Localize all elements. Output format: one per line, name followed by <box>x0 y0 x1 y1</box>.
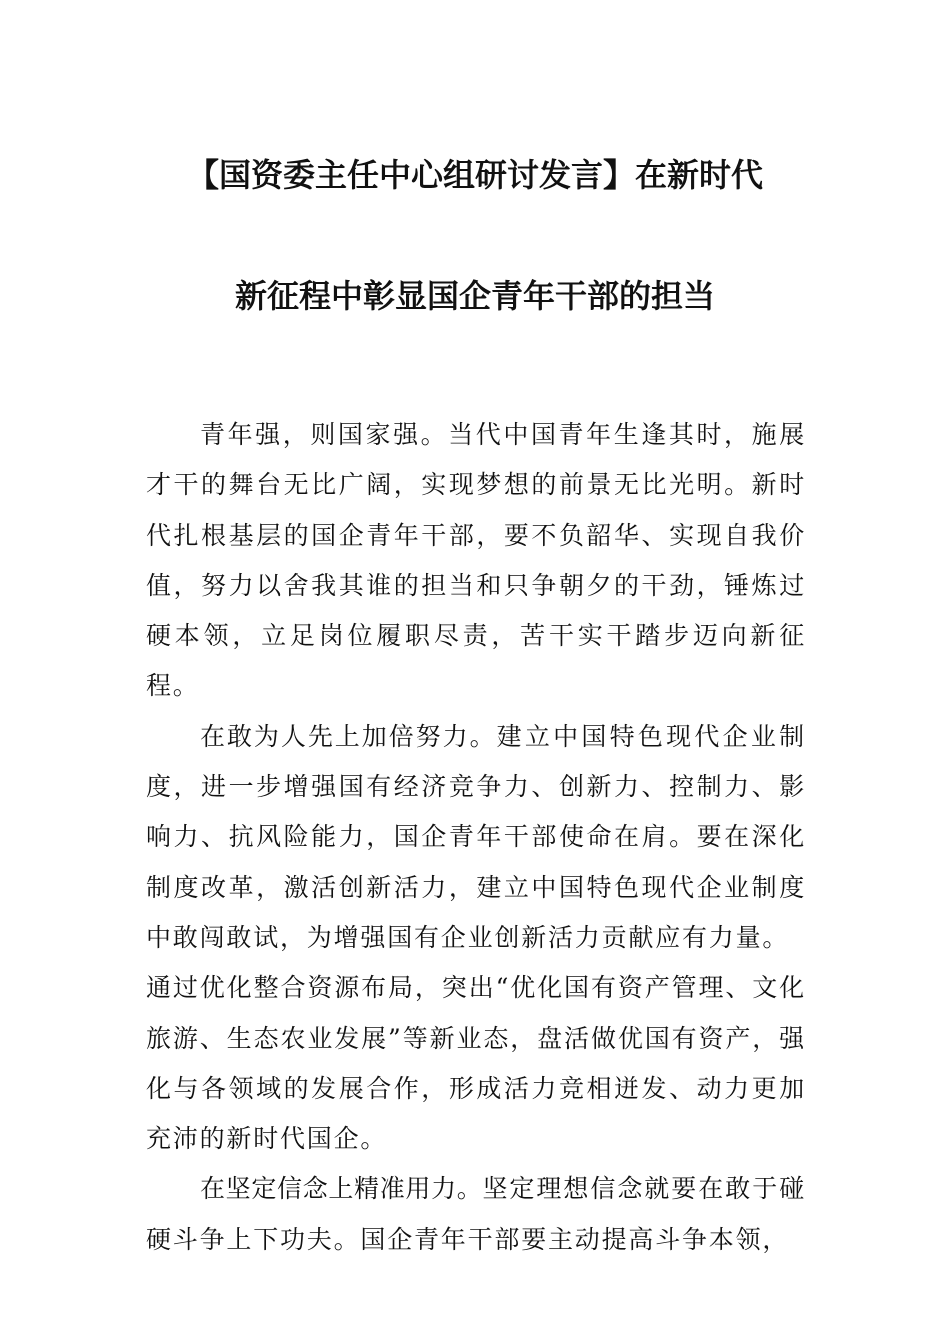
paragraph-text: 通过优化整合资源布局，突出“优化国有资产管理、文化旅游、生态农业发展”等新业态，盘活做优国有资产，强化与各领域的发展合作，形成活力竞相迸发、动力更加充沛的新时代国企。 <box>146 973 806 1154</box>
section-heading: 在坚定信念上精准用力。 <box>200 1174 483 1204</box>
paragraph-text: 建立中国特色现代企业制度，进一步增强国有经济竞争力、创新力、控制力、影响力、抗风险能力，国企青年干部使命在肩。要在深化制度改革，激活创新活力，建立中国特色现代企业制度中敢闯敢试，为增强国有企业创新活力贡献应有力量。 <box>146 721 806 952</box>
paragraph-intro <box>146 410 806 712</box>
section-heading: 在敢为人先上加倍努力。 <box>200 721 497 751</box>
paragraph-section-2 <box>146 1164 806 1265</box>
paragraph-text: 青年强，则国家强。当代中国青年生逢其时，施展才干的舞台无比广阔，实现梦想的前景无比光明。新时代扎根基层的国企青年干部，要不负韶华、实现自我价值，努力以舍我其谁的担当和只争朝夕的干劲，锤炼过硬本领，立足岗位履职尽责，苦干实干踏步迈向新征程。 <box>146 420 806 701</box>
document-body <box>146 410 806 1265</box>
document-title-line-1: 【国资委主任中心组研讨发言】在新时代 <box>186 156 763 194</box>
paragraph-continuation <box>146 963 806 1164</box>
paragraph-section-1 <box>146 712 806 963</box>
document-title-line-2: 新征程中彰显国企青年干部的担当 <box>234 277 715 315</box>
paragraph-text: 坚定理想信念就要在敢于碰硬斗争上下功夫。国企青年干部要主动提高斗争本领， <box>146 1174 806 1254</box>
